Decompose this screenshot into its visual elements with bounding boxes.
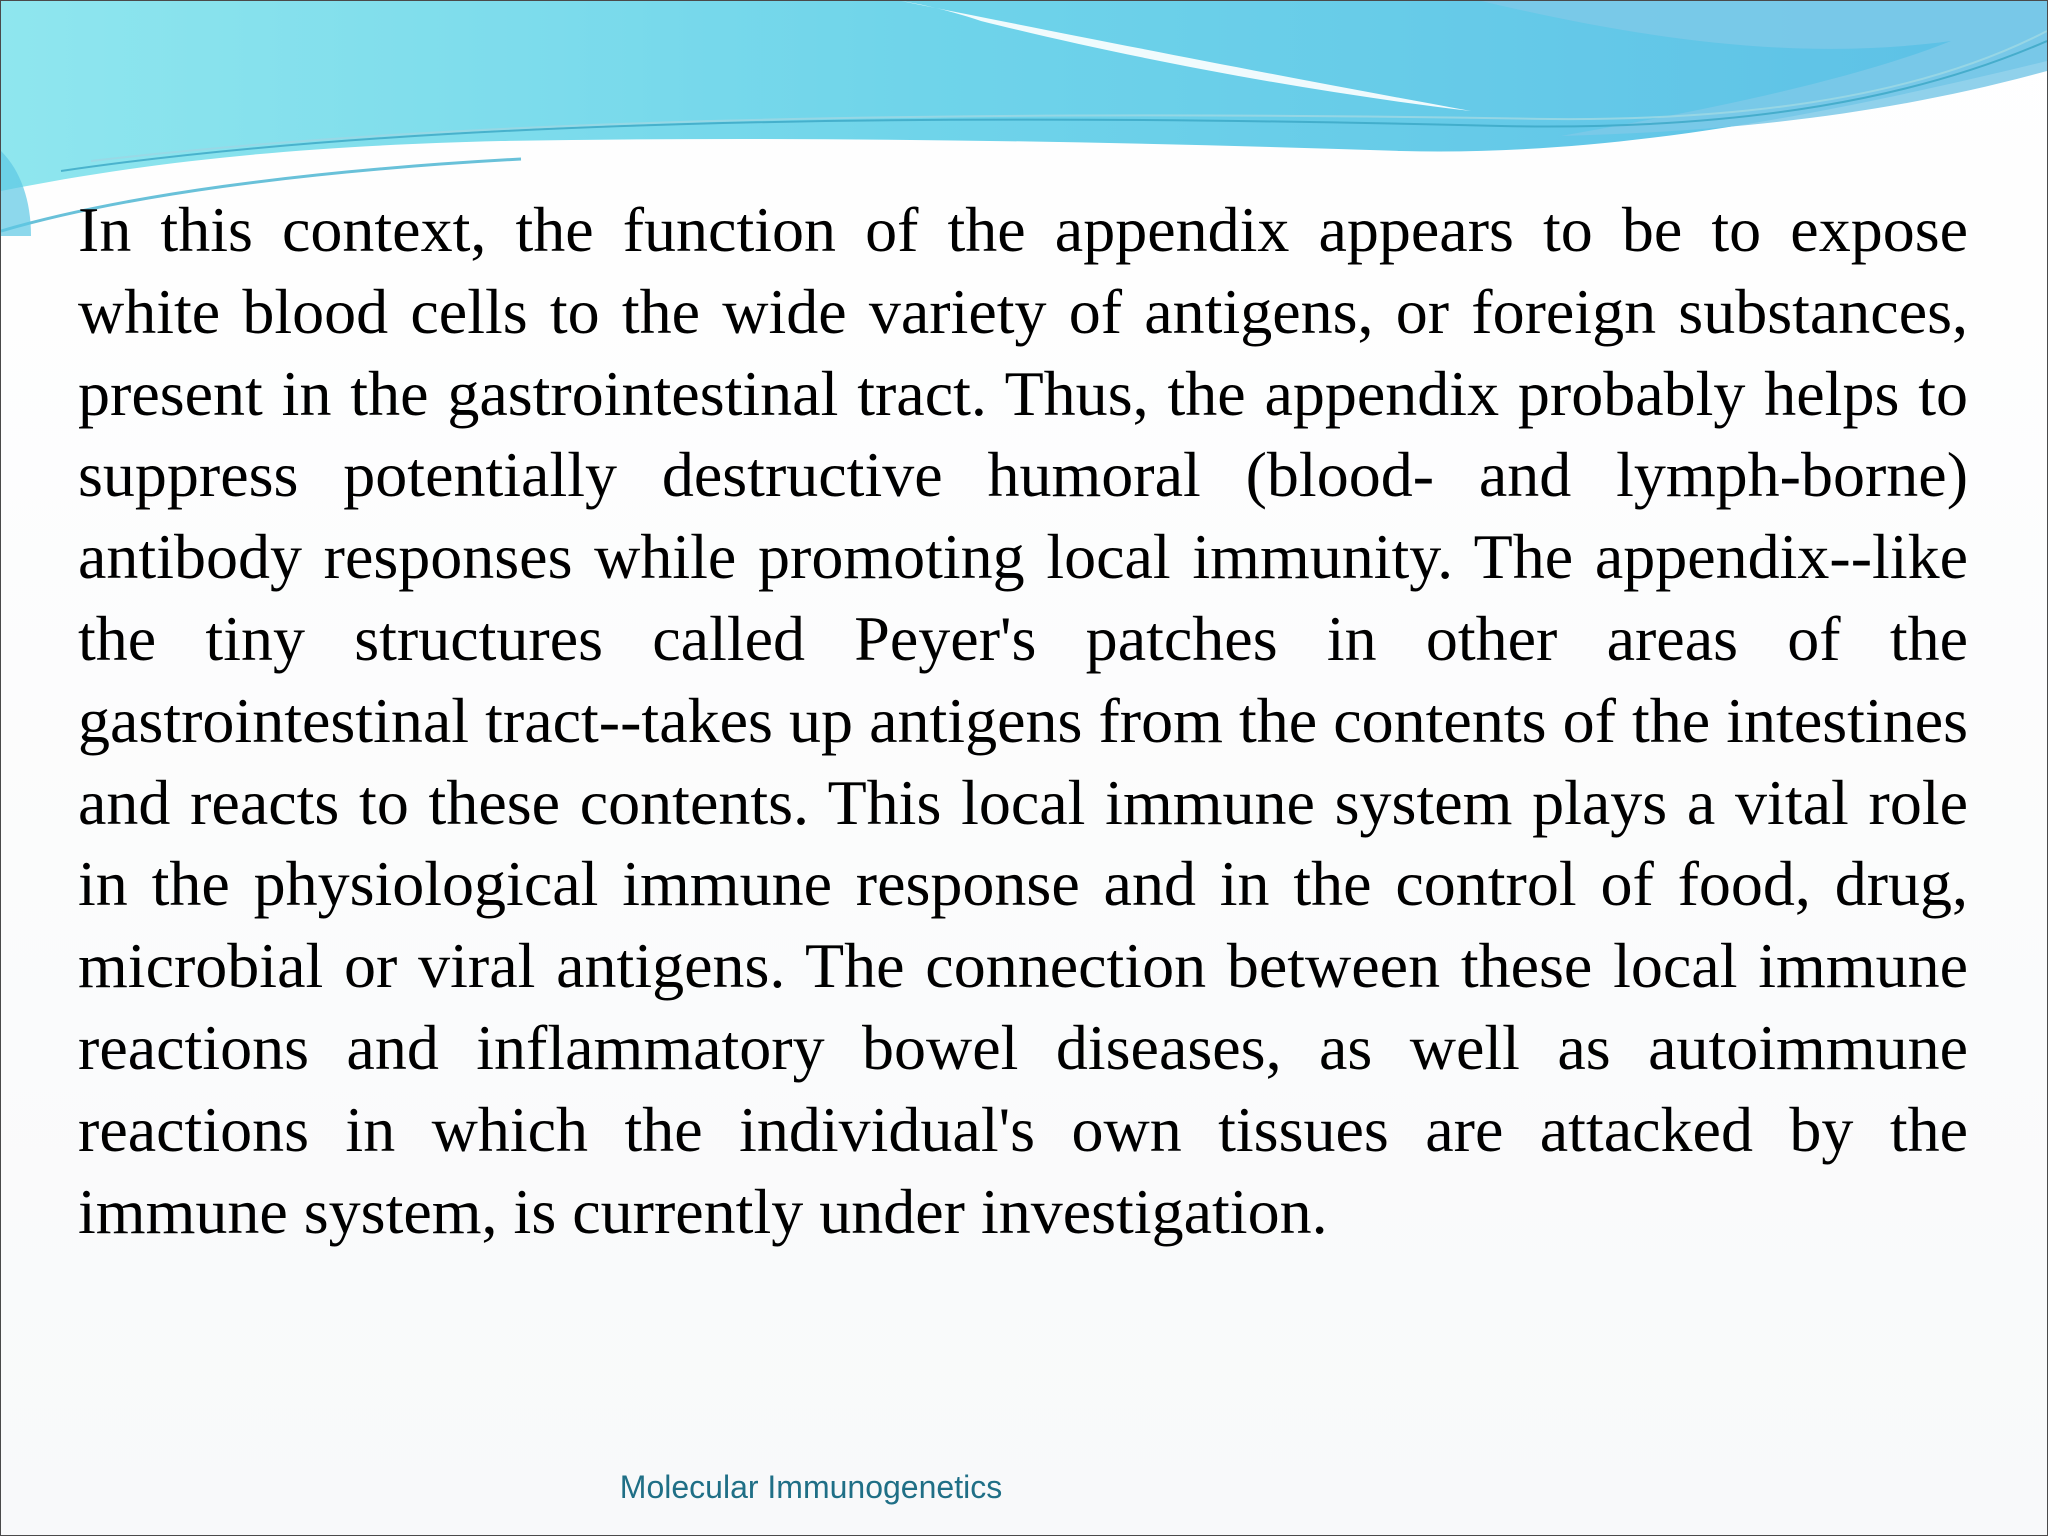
slide-body-text: In this context, the function of the appendix appears to be to expose white blood cells to the wide variety of antigens, or foreign substances, present in the gastrointestinal tract. Thus, the appendix probably helps to suppress potentially destructive humoral (blood- and lymph-borne) antibody responses while promoting local immunity. The appendix--like the tiny structures called Peyer's patches in other areas of the gastrointestinal tract--takes up antigens from the contents of the intestines and reacts to these contents. This local immune system plays a vital role in the physiological immune response and in the control of food, drug, microbial or viral antigens. The connection between these local immune reactions and inflammatory bowel diseases, as well as autoimmune reactions in which the individual's own tissues are attacked by the immune system, is currently under investigation. [78,194,1968,1247]
slide-footer-text: Molecular Immunogenetics [619,1469,1003,1505]
